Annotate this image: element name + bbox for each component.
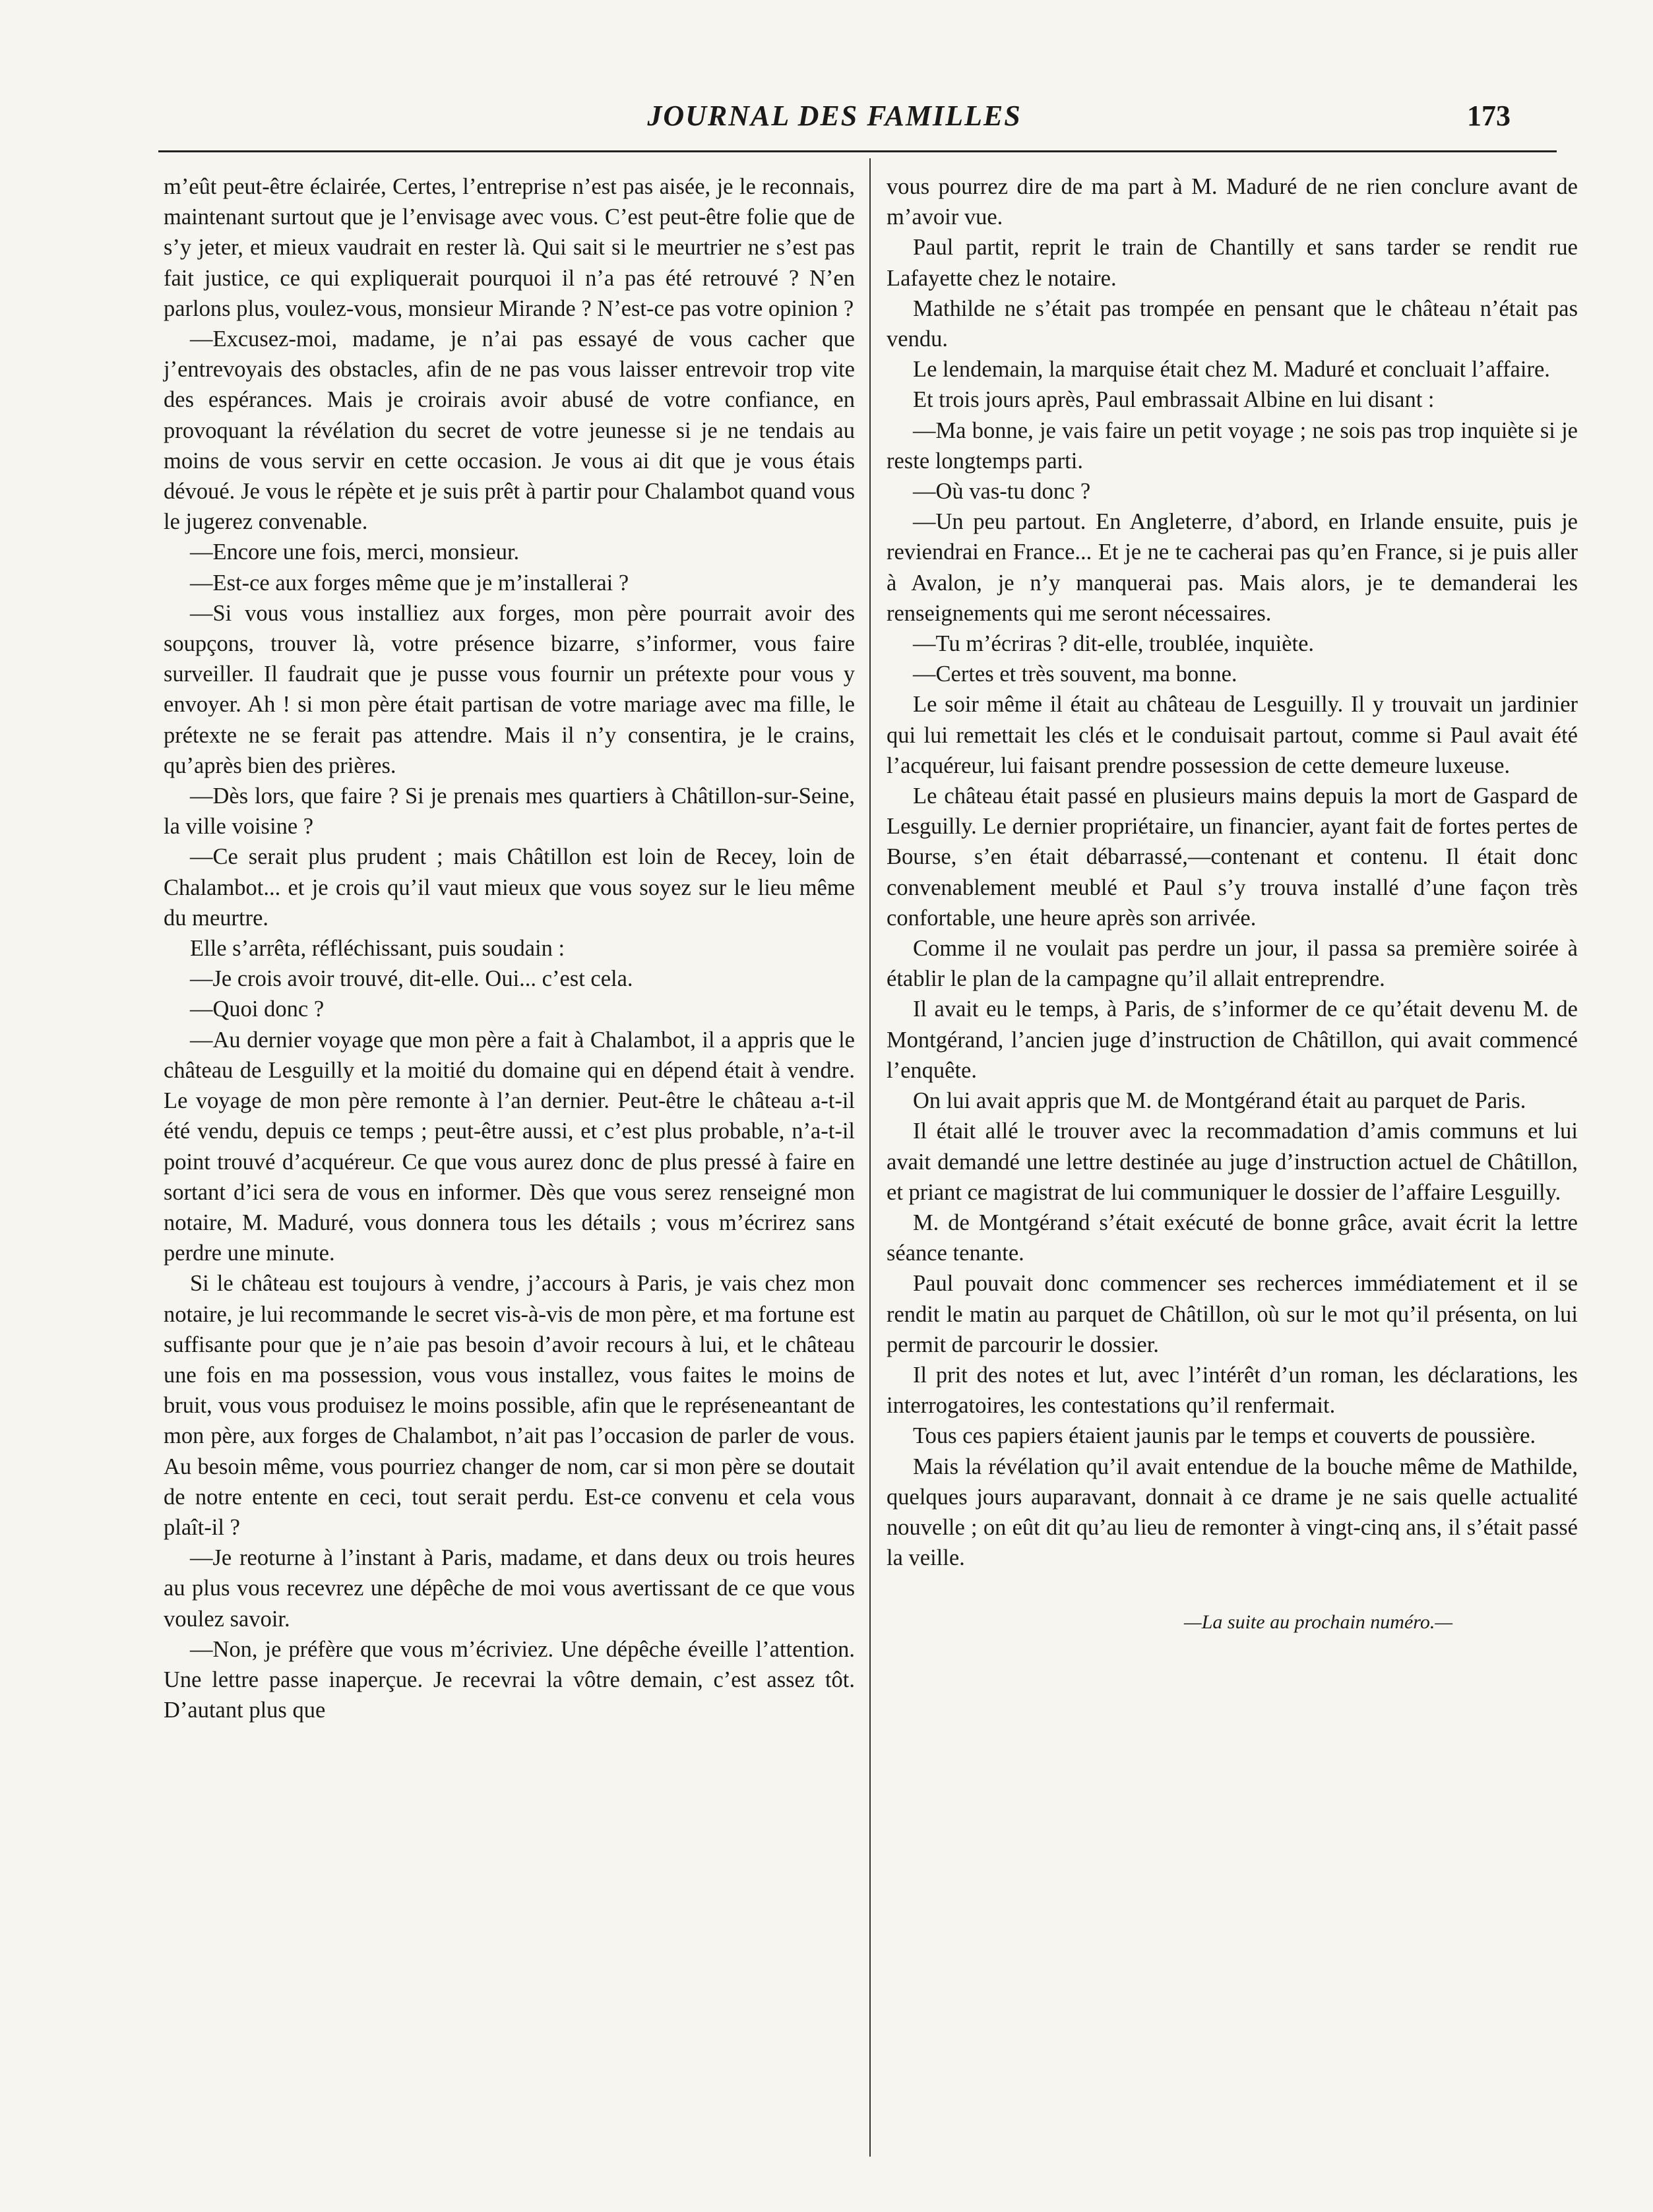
- paragraph: M. de Montgérand s’était exécuté de bonne grâce, avait écrit la lettre séance tenante.: [887, 1210, 1578, 1266]
- paragraph: Il prit des notes et lut, avec l’intérêt d’un roman, les déclarations, les interrogatoires, les contestations qu’il renfermait.: [887, 1362, 1578, 1419]
- paragraph: —Dès lors, que faire ? Si je prenais mes quartiers à Châtillon-sur-Seine, la ville voisine ?: [164, 783, 855, 840]
- header-rule: [158, 150, 1557, 152]
- paragraph: Elle s’arrêta, réfléchissant, puis soudain :: [190, 936, 565, 962]
- paragraph: m’eût peut-être éclairée, Certes, l’entreprise n’est pas aisée, je le reconnais, maintenant surtout que je l’envisage avec vous. C’est peut-être folie que de s’y jeter, et mieux vaudrait en rester là. Qui sait si le meurtrier ne s’est pas fait justice, ce qui expliquerait pourquoi il n’a pas été retrouvé ? N’en parlons plus, voulez-vous, monsieur Mirande ? N’est-ce pas votre opinion ?: [164, 174, 855, 321]
- page-number: 173: [1467, 100, 1511, 132]
- right-column: [887, 171, 1578, 1638]
- paragraph: Si le château est toujours à vendre, j’accours à Paris, je vais chez mon notaire, je lui recommande le secret vis-à-vis de mon père, et ma fortune est suffisante pour que je n’aie pas besoin d’avoir recours à lui, et le château une fois en ma possession, vous vous installez, vous faites le moins de bruit, vous vous produisez le moins possible, afin que le représeneantant de mon père, aux forges de Chalambot, n’ait pas l’occasion de parler de vous. Au besoin même, vous pourriez changer de nom, car si mon père se doutait de notre entente en ceci, tout serait perdu. Est-ce convenu et cela vous plaît-il ?: [164, 1271, 855, 1540]
- continuation-note: —La suite au prochain numéro.—: [1184, 1611, 1452, 1634]
- paragraph: —Si vous vous installiez aux forges, mon père pourrait avoir des soupçons, trouver là, votre présence bizarre, s’informer, vous faire surveiller. Il faudrait que je pusse vous fournir un prétexte pour vous y envoyer. Ah ! si mon père était partisan de votre mariage avec ma fille, le prétexte ne se ferait pas attendre. Mais il n’y consentira, je le crains, qu’après bien des prières.: [164, 600, 855, 778]
- paragraph: —Ma bonne, je vais faire un petit voyage ; ne sois pas trop inquiète si je reste longtemps parti.: [887, 417, 1578, 474]
- paragraph: —Je reoturne à l’instant à Paris, madame, et dans deux ou trois heures au plus vous recevrez une dépêche de moi vous avertissant de ce que vous voulez savoir.: [164, 1545, 855, 1632]
- paragraph: —Je crois avoir trouvé, dit-elle. Oui... c’est cela.: [190, 966, 633, 992]
- paragraph: Tous ces papiers étaient jaunis par le temps et couverts de poussière.: [913, 1423, 1536, 1449]
- paragraph: Mathilde ne s’était pas trompée en pensant que le château n’était pas vendu.: [887, 295, 1578, 352]
- paragraph: Mais la révélation qu’il avait entendue de la bouche même de Mathilde, quelques jours auparavant, donnait à ce drame je ne sais quelle actualité nouvelle ; on eût dit qu’au lieu de remonter à vingt-cinq ans, il s’était passé la veille.: [887, 1454, 1578, 1571]
- paragraph: On lui avait appris que M. de Montgérand était au parquet de Paris.: [913, 1088, 1526, 1114]
- paragraph: Le lendemain, la marquise était chez M. Maduré et concluait l’affaire.: [913, 357, 1550, 383]
- paragraph: Et trois jours après, Paul embrassait Albine en lui disant :: [913, 387, 1435, 413]
- paragraph: —Est-ce aux forges même que je m’installerai ?: [190, 570, 629, 596]
- paragraph: Paul partit, reprit le train de Chantilly et sans tarder se rendit rue Lafayette chez le notaire.: [887, 235, 1578, 291]
- paragraph: —Tu m’écriras ? dit-elle, troublée, inquiète.: [913, 631, 1315, 657]
- left-column: [164, 171, 855, 1725]
- paragraph: Il était allé le trouver avec la recommadation d’amis communs et lui avait demandé une lettre destinée au juge d’instruction actuel de Châtillon, et priant ce magistrat de lui communiquer le dossier de l’affaire Lesguilly.: [887, 1119, 1578, 1205]
- paragraph: —Ce serait plus prudent ; mais Châtillon est loin de Recey, loin de Chalambot... et je crois qu’il vaut mieux que vous soyez sur le lieu même du meurtre.: [164, 844, 855, 931]
- paragraph: —Certes et très souvent, ma bonne.: [913, 661, 1237, 687]
- paragraph: Il avait eu le temps, à Paris, de s’informer de ce qu’était devenu M. de Montgérand, l’ancien juge d’instruction de Châtillon, qui avait commencé l’enquête.: [887, 997, 1578, 1083]
- running-title: JOURNAL DES FAMILLES: [647, 100, 1022, 132]
- paragraph: —Encore une fois, merci, monsieur.: [190, 539, 520, 565]
- paragraph: Comme il ne voulait pas perdre un jour, il passa sa première soirée à établir le plan de la campagne qu’il allait entreprendre.: [887, 936, 1578, 992]
- paragraph: —Au dernier voyage que mon père a fait à Chalambot, il a appris que le château de Lesguilly et la moitié du domaine qui en dépend était à vendre. Le voyage de mon père remonte à l’an dernier. Peut-être le château a-t-il été vendu, depuis ce temps ; peut-être aussi, et c’est plus probable, n’a-t-il point trouvé d’acquéreur. Ce que vous aurez donc de plus pressé à faire en sortant d’ici sera de vous en informer. Dès que vous serez renseigné mon notaire, M. Maduré, vous donnera tous les détails ; vous m’écrirez sans perdre une minute.: [164, 1027, 855, 1266]
- paragraph: Paul pouvait donc commencer ses recherces immédiatement et il se rendit le matin au parquet de Châtillon, où sur le mot qu’il présenta, on lui permit de parcourir le dossier.: [887, 1271, 1578, 1357]
- page-header: [158, 99, 1511, 152]
- paragraph: —Non, je préfère que vous m’écriviez. Une dépêche éveille l’attention. Une lettre passe inaperçue. Je recevrai la vôtre demain, c’est assez tôt. D’autant plus que: [164, 1636, 855, 1723]
- paragraph: —Excusez-moi, madame, je n’ai pas essayé de vous cacher que j’entrevoyais des obstacles, afin de ne pas vous laisser entrevoir trop vite des espérances. Mais je croirais avoir abusé de votre confiance, en provoquant la révélation du secret de votre jeunesse si je ne tendais au moins de vous servir en cette occasion. Je vous ai dit que je vous étais dévoué. Je vous le répète et je suis prêt à partir pour Chalambot quand vous le jugerez convenable.: [164, 326, 855, 535]
- paragraph: vous pourrez dire de ma part à M. Maduré de ne rien conclure avant de m’avoir vue.: [887, 174, 1578, 230]
- paragraph: Le château était passé en plusieurs mains depuis la mort de Gaspard de Lesguilly. Le dernier propriétaire, un financier, ayant fait de fortes pertes de Bourse, s’en était débarrassé,—contenant et contenu. Il était donc convenablement meublé et Paul s’y trouva installé d’une façon très confortable, une heure après son arrivée.: [887, 783, 1578, 931]
- paragraph: —Quoi donc ?: [190, 997, 325, 1022]
- paragraph: —Où vas-tu donc ?: [913, 479, 1091, 505]
- column-divider: [869, 158, 871, 2157]
- paragraph: Le soir même il était au château de Lesguilly. Il y trouvait un jardinier qui lui remettait les clés et le conduisait partout, comme si Paul avait été l’acquéreur, lui faisant prendre possession de cette demeure luxeuse.: [887, 692, 1578, 778]
- paragraph: —Un peu partout. En Angleterre, d’abord, en Irlande ensuite, puis je reviendrai en France... Et je ne te cacherai pas qu’en France, si je puis aller à Avalon, je n’y manquerai pas. Mais alors, je te demanderai les renseignements qui me seront nécessaires.: [887, 509, 1578, 626]
